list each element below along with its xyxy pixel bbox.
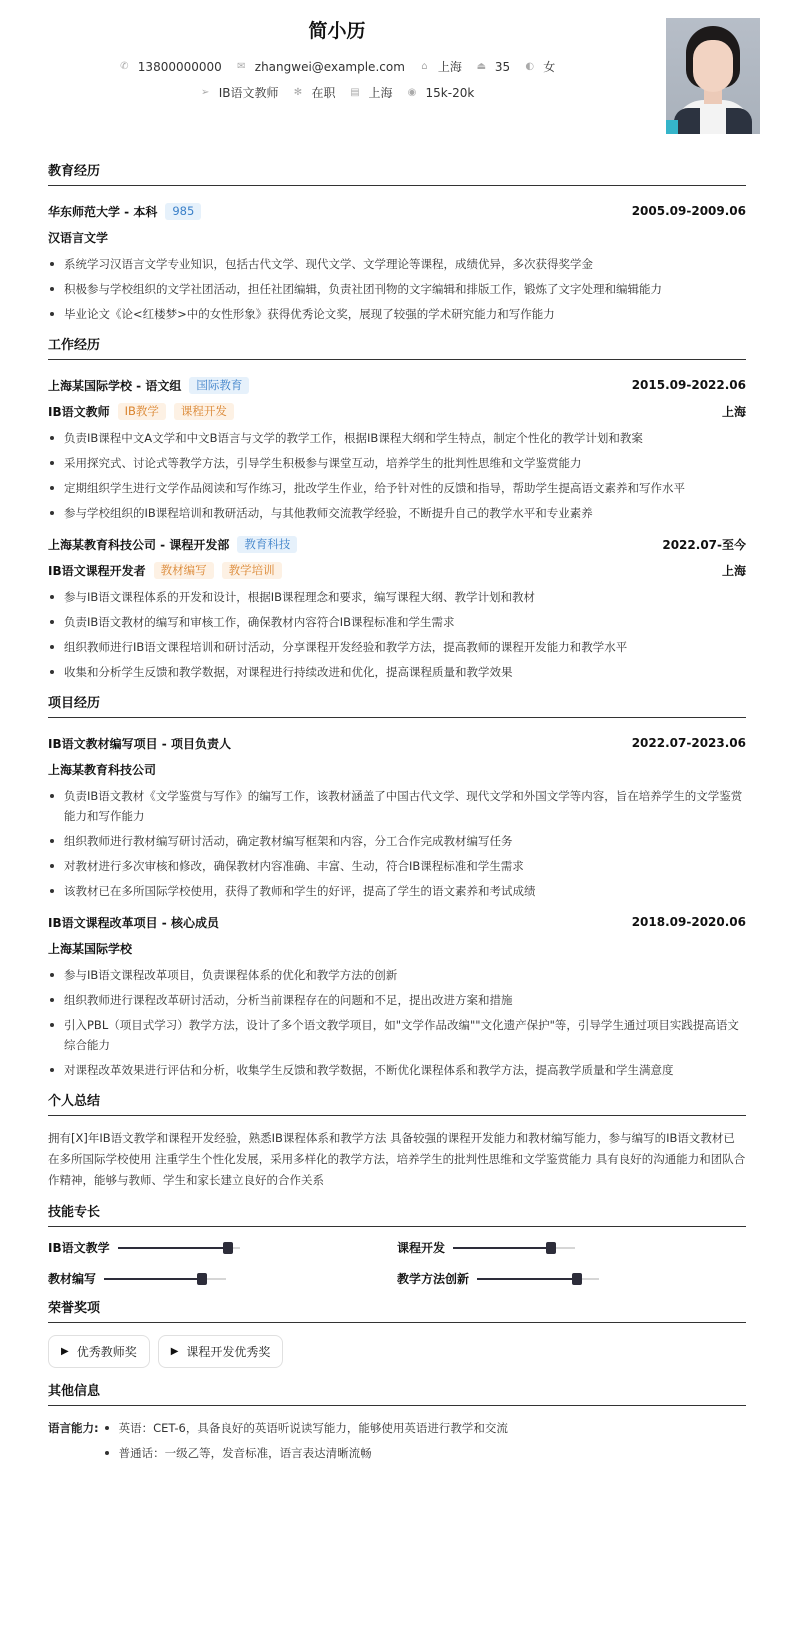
- work-date: 2022.07-至今: [662, 537, 746, 552]
- age-text: 35: [494, 59, 511, 74]
- skill-level-bar: [118, 1247, 240, 1249]
- salary-icon: ◉: [407, 87, 417, 98]
- list-item: 组织教师进行课程改革研讨活动，分析当前课程存在的问题和不足，提出改进方案和措施: [48, 990, 746, 1010]
- work-section: [48, 334, 746, 682]
- education-date: 2005.09-2009.06: [631, 204, 746, 218]
- awards-list: [48, 1335, 746, 1368]
- email-item: [236, 60, 405, 74]
- profile-photo: [666, 18, 760, 134]
- resume-header: [48, 0, 746, 150]
- role-tag: 课程开发: [174, 403, 234, 420]
- list-item: 组织教师进行教材编写研讨活动，确定教材编写框架和内容，分工合作完成教材编写任务: [48, 831, 746, 851]
- project-org: 上海某国际学校: [48, 941, 133, 956]
- job-intent-row: [48, 84, 626, 101]
- gender-icon: ◐: [525, 61, 535, 72]
- skill-item: [48, 1270, 397, 1287]
- age-icon: ⏏: [476, 61, 487, 72]
- skill-level-bar: [104, 1278, 226, 1280]
- work-entry: [48, 372, 746, 523]
- gender-item: [524, 58, 555, 75]
- age-item: [476, 60, 510, 74]
- status-item: [292, 84, 335, 101]
- role-tag: 教材编写: [154, 562, 214, 579]
- list-item: 对教材进行多次审核和修改，确保教材内容准确、丰富、生动，符合IB课程标准和学生需求: [48, 856, 746, 876]
- skills-section: [48, 1201, 746, 1287]
- list-item: 该教材已在多所国际学校使用，获得了教师和学生的好评，提高了学生的语文素养和考试成绩: [48, 881, 746, 901]
- skills-grid: [48, 1239, 746, 1287]
- skill-name: IB语文教学: [48, 1241, 110, 1255]
- location-item: [419, 58, 462, 75]
- skill-level-bar: [453, 1247, 575, 1249]
- status-icon: ✻: [293, 87, 303, 98]
- play-icon: ▶: [61, 1346, 69, 1357]
- job-role: IB语文课程开发者: [48, 563, 146, 578]
- phone-icon: ✆: [120, 61, 129, 72]
- section-title: 技能专长: [48, 1201, 746, 1227]
- location-text: 上海: [437, 60, 462, 74]
- section-title: 项目经历: [48, 692, 746, 718]
- language-skills: [48, 1418, 746, 1474]
- mail-icon: ✉: [237, 61, 246, 72]
- section-title: 荣誉奖项: [48, 1297, 746, 1323]
- list-item: 英语：CET-6，具备良好的英语听说读写能力，能够使用英语进行教学和交流: [103, 1418, 508, 1438]
- award-name: 优秀教师奖: [76, 1345, 137, 1359]
- skill-level-bar: [477, 1278, 599, 1280]
- phone-text: 13800000000: [137, 59, 222, 74]
- list-item: 参与学校组织的IB课程培训和教研活动，与其他教师交流教学经验，不断提升自己的教学水平和专业素养: [48, 503, 746, 523]
- list-item: 收集和分析学生反馈和教学数据，对课程进行持续改进和优化，提高课程质量和教学效果: [48, 662, 746, 682]
- status-text: 在职: [311, 86, 336, 100]
- salary-text: 15k-20k: [425, 85, 475, 100]
- list-item: 对课程改革效果进行评估和分析，收集学生反馈和教学数据，不断优化课程体系和教学方法，提高教学质量和学生满意度: [48, 1060, 746, 1080]
- building-icon: ▤: [350, 87, 360, 98]
- projects-section: [48, 692, 746, 1080]
- target-role-item: [200, 84, 279, 101]
- project-entry: [48, 909, 746, 1080]
- skill-item: [397, 1270, 746, 1287]
- job-role: IB语文教师: [48, 404, 110, 419]
- list-item: 系统学习汉语言文学专业知识，包括古代文学、现代文学、文学理论等课程，成绩优异，多次获得奖学金: [48, 254, 746, 274]
- summary-section: [48, 1090, 746, 1191]
- major: 汉语言文学: [48, 230, 109, 245]
- phone-item: [119, 60, 222, 74]
- role-tag: IB教学: [118, 403, 166, 420]
- work-entry: [48, 531, 746, 682]
- work-bullets: [48, 587, 746, 682]
- list-item: 负责IB语文教材《文学鉴赏与写作》的编写工作，该教材涵盖了中国古代文学、现代文学和外国文学等内容，旨在培养学生的文学鉴赏能力和写作能力: [48, 786, 746, 826]
- project-bullets: [48, 965, 746, 1080]
- candidate-name: 简小历: [308, 20, 366, 42]
- section-title: 教育经历: [48, 160, 746, 186]
- company-tag: 教育科技: [237, 536, 297, 553]
- list-item: 普通话：一级乙等，发音标准，语言表达清晰流畅: [103, 1443, 508, 1463]
- summary-text: 拥有[X]年IB语文教学和课程开发经验，熟悉IB课程体系和教学方法 具备较强的课程开发能力和教材编写能力，参与编写的IB语文教材已在多所国际学校使用 注重学生个性化发展，采用多样化的教学方法，培养学生的批判性思维和文学鉴赏能力 具有良好的沟通能力和团队合作精神，能够与教师、学生和家长建立良好的合作关系: [48, 1131, 746, 1187]
- home-icon: ⌂: [421, 61, 428, 72]
- school-tag: 985: [165, 203, 201, 220]
- list-item: 参与IB语文课程体系的开发和设计，根据IB课程理念和要求，编写课程大纲、教学计划和教材: [48, 587, 746, 607]
- project-name: IB语文课程改革项目 - 核心成员: [48, 915, 219, 930]
- skill-item: [48, 1239, 397, 1256]
- list-item: 参与IB语文课程改革项目，负责课程体系的优化和教学方法的创新: [48, 965, 746, 985]
- project-org: 上海某教育科技公司: [48, 762, 157, 777]
- gender-text: 女: [543, 60, 556, 74]
- list-item: 负责IB课程中文A文学和中文B语言与文学的教学工作，根据IB课程大纲和学生特点，制定个性化的教学计划和教案: [48, 428, 746, 448]
- education-entry: [48, 198, 746, 324]
- list-item: 毕业论文《论<红楼梦>中的女性形象》获得优秀论文奖，展现了较强的学术研究能力和写作能力: [48, 304, 746, 324]
- skill-item: [397, 1239, 746, 1256]
- skill-name: 教材编写: [48, 1272, 97, 1286]
- section-title: 个人总结: [48, 1090, 746, 1116]
- work-location: 上海: [721, 563, 746, 578]
- contact-row: [48, 58, 626, 75]
- send-icon: ➢: [201, 87, 210, 98]
- list-item: 定期组织学生进行文学作品阅读和写作练习，批改学生作业，给予针对性的反馈和指导，帮助学生提高语文素养和写作水平: [48, 478, 746, 498]
- education-section: [48, 160, 746, 324]
- skill-name: 教学方法创新: [397, 1272, 470, 1286]
- language-label: 语言能力:: [48, 1421, 99, 1435]
- target-role-text: IB语文教师: [218, 86, 279, 100]
- list-item: 负责IB语文教材的编写和审核工作，确保教材内容符合IB课程标准和学生需求: [48, 612, 746, 632]
- list-item: 组织教师进行IB语文课程培训和研讨活动，分享课程开发经验和教学方法，提高教师的课程开发能力和教学水平: [48, 637, 746, 657]
- play-icon: ▶: [170, 1346, 179, 1357]
- project-bullets: [48, 786, 746, 901]
- role-tag: 教学培训: [222, 562, 282, 579]
- list-item: 积极参与学校组织的文学社团活动，担任社团编辑，负责社团刊物的文字编辑和排版工作，锻炼了文字处理和编辑能力: [48, 279, 746, 299]
- salary-item: [407, 86, 475, 100]
- company-tag: 国际教育: [189, 377, 249, 394]
- email-text: zhangwei@example.com: [254, 59, 405, 74]
- project-date: 2018.09-2020.06: [631, 915, 746, 929]
- award-name: 课程开发优秀奖: [186, 1345, 271, 1359]
- education-bullets: [48, 254, 746, 324]
- target-city-item: [350, 84, 393, 101]
- project-entry: [48, 730, 746, 901]
- project-name: IB语文教材编写项目 - 项目负责人: [48, 736, 231, 751]
- target-city-text: 上海: [368, 86, 393, 100]
- project-date: 2022.07-2023.06: [631, 736, 746, 750]
- award-chip[interactable]: [48, 1335, 150, 1368]
- company-name: 上海某教育科技公司 - 课程开发部: [48, 537, 230, 552]
- award-chip[interactable]: [158, 1335, 284, 1368]
- other-info-section: [48, 1380, 746, 1474]
- list-item: 引入PBL（项目式学习）教学方法，设计了多个语文教学项目，如"文学作品改编""文化遗产保护"等，引导学生通过项目实践提高语文综合能力: [48, 1015, 746, 1055]
- skill-name: 课程开发: [397, 1241, 446, 1255]
- work-location: 上海: [721, 404, 746, 419]
- work-date: 2015.09-2022.06: [631, 378, 746, 392]
- work-bullets: [48, 428, 746, 523]
- company-name: 上海某国际学校 - 语文组: [48, 378, 182, 393]
- language-list: [103, 1418, 508, 1468]
- section-title: 其他信息: [48, 1380, 746, 1406]
- section-title: 工作经历: [48, 334, 746, 360]
- awards-section: [48, 1297, 746, 1368]
- school-name: 华东师范大学 - 本科: [48, 204, 158, 219]
- list-item: 采用探究式、讨论式等教学方法，引导学生积极参与课堂互动，培养学生的批判性思维和文学鉴赏能力: [48, 453, 746, 473]
